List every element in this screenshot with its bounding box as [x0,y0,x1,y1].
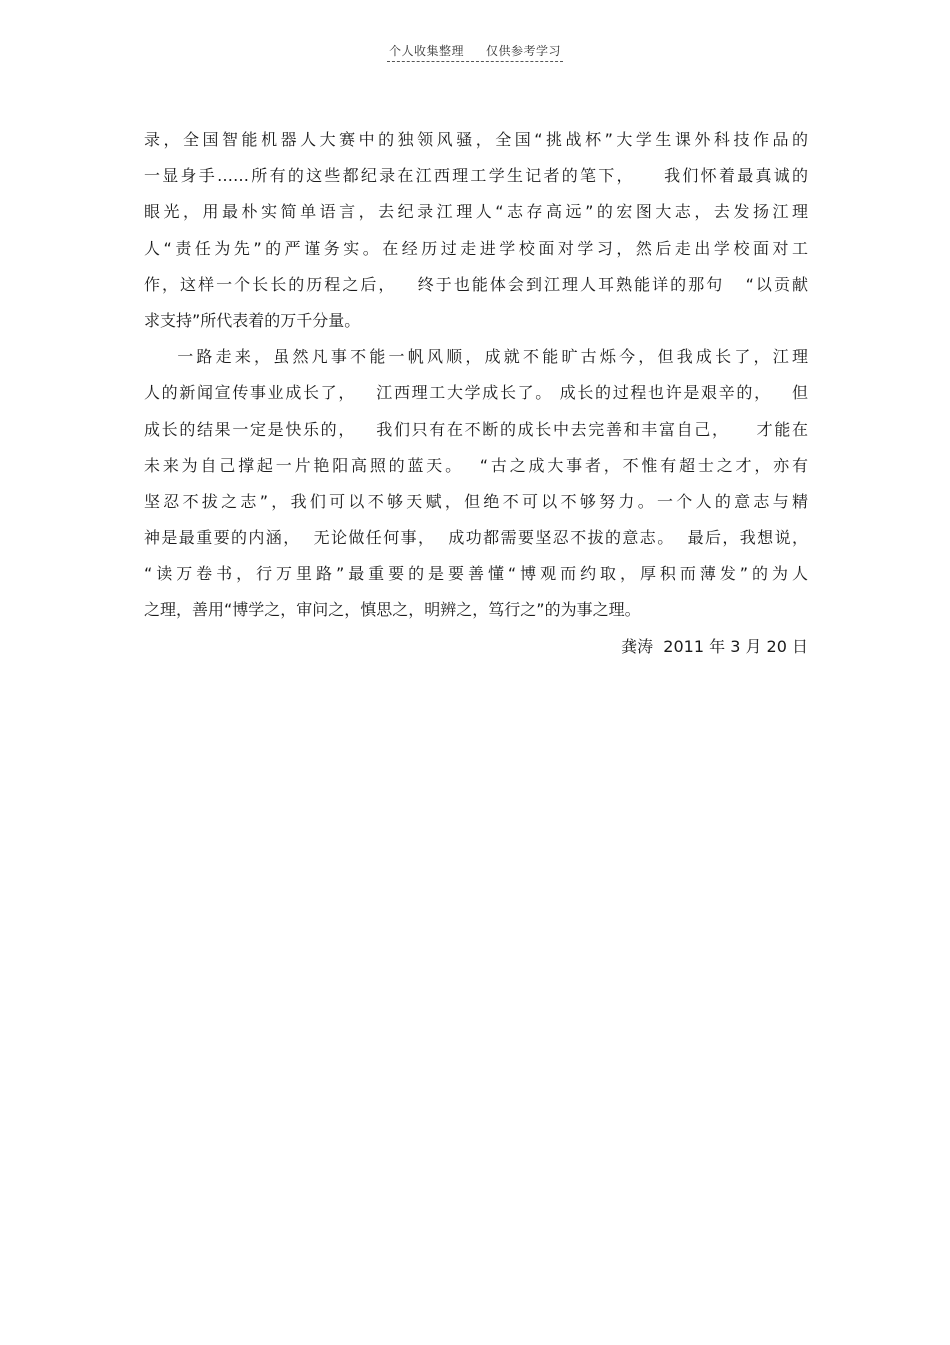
header-right-text: 仅供参考学习 [486,44,562,58]
text-line: 人的新闻宣传事业成长了， 江西理工大学成长了。 成长的过程也许是艰辛的， 但 [144,383,808,403]
signature-date: 龚涛 2011 年 3 月 20 日 [621,636,808,656]
text-line: “读万卷书，行万里路”最重要的是要善懂“博观而约取，厚积而薄发”的为人 [144,564,808,584]
text-line: 成长的结果一定是快乐的， 我们只有在不断的成长中去完善和丰富自己， 才能在 [144,419,808,439]
header-note [387,43,563,62]
text-line: 神是最重要的内涵， 无论做任何事， 成功都需要坚忍不拔的意志。 最后，我想说， [144,528,808,548]
text-line: 作，这样一个长长的历程之后， 终于也能体会到江理人耳熟能详的那句 “以贡献 [144,274,808,294]
text-line: 眼光，用最朴实简单语言，去纪录江理人“志存高远”的宏图大志，去发扬江理 [144,202,808,222]
text-line: 一显身手……所有的这些都纪录在江西理工学生记者的笔下， 我们怀着最真诚的 [144,166,808,186]
text-line: 坚忍不拔之志”，我们可以不够天赋，但绝不可以不够努力。一个人的意志与精 [144,491,808,511]
document-body [144,122,808,665]
text-line: 求支持”所代表着的万千分量。 [144,310,361,330]
text-line: 未来为自己撑起一片艳阳高照的蓝天。 “古之成大事者，不惟有超士之才，亦有 [144,455,808,475]
text-line: 人“责任为先”的严谨务实。在经历过走进学校面对学习，然后走出学校面对工 [144,238,808,258]
text-line: 之理，善用“博学之，审问之，慎思之，明辨之，笃行之”的为事之理。 [144,600,641,620]
text-line: 录，全国智能机器人大赛中的独领风骚，全国“挑战杯”大学生课外科技作品的 [144,130,808,149]
page-header [0,40,950,62]
header-left-text: 个人收集整理 [388,44,464,58]
text-line: 一路走来，虽然凡事不能一帆风顺，成就不能旷古烁今，但我成长了，江理 [144,347,808,367]
